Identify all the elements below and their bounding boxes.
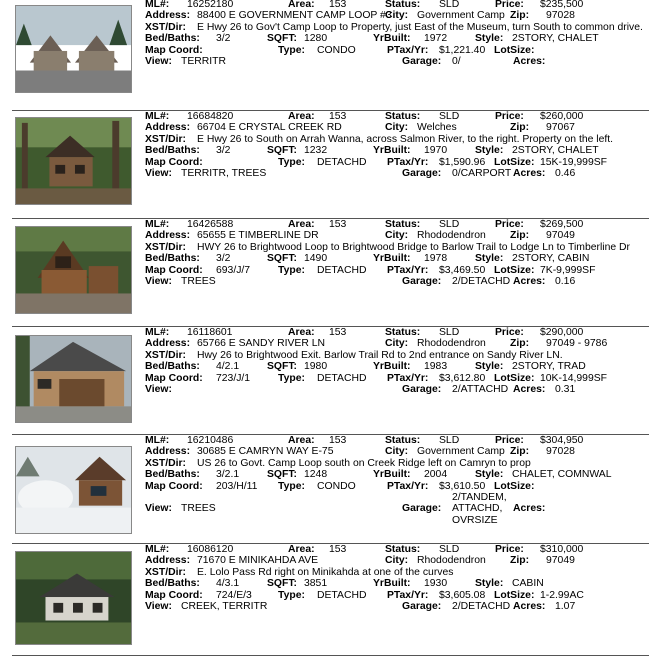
- garage-value: 2/DETACHD: [452, 275, 511, 287]
- yrbuilt-label: YrBuilt:: [373, 361, 411, 373]
- sqft-label: SQFT:: [267, 33, 298, 45]
- price-value: $290,000: [540, 327, 584, 338]
- listing-photo[interactable]: [15, 117, 132, 205]
- style-label: Style:: [475, 33, 504, 45]
- xst-value: E Hwy 26 to Gov't Camp Loop to Property, just East of the Museum, turn South to common drive.: [197, 21, 643, 33]
- city-label: City:: [385, 446, 409, 458]
- xst-label: XST/Dir:: [145, 457, 186, 469]
- xst-label: XST/Dir:: [145, 566, 186, 578]
- address-label: Address:: [145, 555, 191, 567]
- view-label: View:: [145, 275, 172, 287]
- ptax-label: PTax/Yr:: [387, 156, 429, 168]
- lotsize-value: 10K-14,999SF: [540, 372, 608, 384]
- status-value: SLD: [439, 435, 460, 446]
- lotsize-label: LotSize:: [494, 264, 535, 276]
- style-label: Style:: [475, 361, 504, 373]
- ml-number: 16684820: [187, 111, 234, 122]
- acres-label: Acres:: [513, 167, 546, 179]
- yrbuilt-value: 2004: [424, 469, 448, 481]
- ml-number: 16210486: [187, 435, 234, 446]
- mapcoord-label: Map Coord:: [145, 480, 203, 492]
- yrbuilt-value: 1970: [424, 145, 448, 157]
- ptax-label: PTax/Yr:: [387, 264, 429, 276]
- ptax-value: $1,590.96: [439, 156, 486, 168]
- address-value: 65655 E TIMBERLINE DR: [197, 230, 319, 242]
- city-value: Rhododendron: [417, 230, 486, 242]
- lotsize-label: LotSize:: [494, 156, 535, 168]
- xst-value: E Hwy 26 to South on Arrah Wanna, across Salmon River, to the right. Property on the left.: [197, 133, 614, 145]
- listing-4: [0, 326, 649, 436]
- address-label: Address:: [145, 122, 191, 134]
- price-label: Price:: [495, 0, 524, 10]
- address-value: 30685 E CAMRYN WAY E-75: [197, 446, 334, 458]
- ml-label: ML#:: [145, 111, 170, 122]
- address-value: 66704 E CRYSTAL CREEK RD: [197, 122, 342, 134]
- type-label: Type:: [278, 480, 305, 492]
- type-value: CONDO: [317, 480, 356, 492]
- listing-details: [145, 219, 649, 325]
- address-label: Address:: [145, 230, 191, 242]
- ml-label: ML#:: [145, 327, 170, 338]
- mapcoord-value: 203/H/11: [216, 480, 258, 492]
- lotsize-value: 15K-19,999SF: [540, 156, 608, 168]
- bedbaths-label: Bed/Baths:: [145, 33, 200, 45]
- status-label: Status:: [385, 327, 421, 338]
- area-label: Area:: [288, 219, 315, 230]
- garage-value: 2/ATTACHD: [452, 383, 509, 395]
- sqft-value: 1490: [304, 253, 328, 265]
- garage-value: 0/: [452, 55, 461, 67]
- cabin-photo-image: [16, 118, 131, 204]
- area-label: Area:: [288, 544, 315, 555]
- house-garage-photo-image: [16, 336, 131, 422]
- status-value: SLD: [439, 327, 460, 338]
- price-label: Price:: [495, 435, 524, 446]
- sqft-value: 3851: [304, 578, 328, 590]
- price-label: Price:: [495, 544, 524, 555]
- zip-label: Zip:: [510, 555, 530, 567]
- city-label: City:: [385, 122, 409, 134]
- garage-label: Garage:: [402, 503, 442, 515]
- area-value: 153: [329, 435, 347, 446]
- sqft-value: 1280: [304, 33, 328, 45]
- city-value: Government Camp: [417, 446, 505, 458]
- style-label: Style:: [475, 578, 504, 590]
- ptax-value: $1,221.40: [439, 44, 486, 56]
- view-value: CREEK, TERRITR: [181, 600, 268, 612]
- garage-value-line-3: OVRSIZE: [452, 514, 498, 526]
- type-label: Type:: [278, 372, 305, 384]
- status-value: SLD: [439, 0, 460, 10]
- view-value: TREES: [181, 275, 216, 287]
- city-value: Welches: [417, 122, 457, 134]
- listing-2: [0, 110, 649, 220]
- listing-3: [0, 218, 649, 328]
- ml-label: ML#:: [145, 219, 170, 230]
- bedbaths-label: Bed/Baths:: [145, 361, 200, 373]
- status-value: SLD: [439, 544, 460, 555]
- snowy-condo-photo-image: [16, 447, 131, 533]
- mapcoord-label: Map Coord:: [145, 44, 203, 56]
- mapcoord-label: Map Coord:: [145, 264, 203, 276]
- area-value: 153: [329, 0, 347, 10]
- listing-6: [0, 543, 649, 653]
- xst-label: XST/Dir:: [145, 241, 186, 253]
- sqft-label: SQFT:: [267, 361, 298, 373]
- ptax-label: PTax/Yr:: [387, 480, 429, 492]
- lotsize-label: LotSize:: [494, 480, 535, 492]
- garage-value: 0/CARPORT: [452, 167, 512, 179]
- listing-photo[interactable]: [15, 551, 132, 645]
- yrbuilt-label: YrBuilt:: [373, 145, 411, 157]
- lotsize-value: 7K-9,999SF: [540, 264, 596, 276]
- address-label: Address:: [145, 338, 191, 350]
- listing-photo[interactable]: [15, 335, 132, 423]
- sqft-label: SQFT:: [267, 469, 298, 481]
- forest-cabin-photo-image: [16, 552, 131, 644]
- xst-label: XST/Dir:: [145, 133, 186, 145]
- address-value: 88400 E GOVERNMENT CAMP LOOP #3: [197, 10, 392, 22]
- yrbuilt-label: YrBuilt:: [373, 469, 411, 481]
- ml-number: 16252180: [187, 0, 234, 10]
- listing-details: [145, 435, 649, 541]
- lotsize-label: LotSize:: [494, 589, 535, 601]
- zip-label: Zip:: [510, 446, 530, 458]
- ptax-label: PTax/Yr:: [387, 372, 429, 384]
- area-label: Area:: [288, 0, 315, 10]
- garage-label: Garage:: [402, 55, 442, 67]
- area-value: 153: [329, 111, 347, 122]
- zip-value: 97049 - 9786: [546, 338, 608, 350]
- view-value: TERRITR: [181, 55, 227, 67]
- type-value: CONDO: [317, 44, 356, 56]
- condo-photo-image: [16, 6, 131, 92]
- status-label: Status:: [385, 219, 421, 230]
- price-value: $310,000: [540, 544, 584, 555]
- listing-details: [145, 544, 649, 650]
- style-value: CHALET, COMNWAL: [512, 469, 612, 481]
- style-value: 2STORY, CHALET: [512, 33, 599, 45]
- ptax-value: $3,605.08: [439, 589, 486, 601]
- yrbuilt-label: YrBuilt:: [373, 578, 411, 590]
- area-label: Area:: [288, 327, 315, 338]
- status-value: SLD: [439, 219, 460, 230]
- xst-value: Hwy 26 to Brightwood Exit. Barlow Trail Rd to 2nd entrance on Sandy River LN.: [197, 349, 563, 361]
- style-value: 2STORY, CABIN: [512, 253, 590, 265]
- mapcoord-label: Map Coord:: [145, 156, 203, 168]
- garage-label: Garage:: [402, 383, 442, 395]
- sqft-value: 1248: [304, 469, 328, 481]
- garage-value-line-1: 2/TANDEM,: [452, 491, 507, 503]
- type-value: DETACHD: [317, 264, 367, 276]
- style-label: Style:: [475, 145, 504, 157]
- city-label: City:: [385, 338, 409, 350]
- sqft-label: SQFT:: [267, 253, 298, 265]
- listing-details: [145, 327, 649, 433]
- acres-label: Acres:: [513, 600, 546, 612]
- bedbaths-label: Bed/Baths:: [145, 253, 200, 265]
- ml-number: 16086120: [187, 544, 234, 555]
- address-label: Address:: [145, 446, 191, 458]
- garage-label: Garage:: [402, 600, 442, 612]
- xst-label: XST/Dir:: [145, 349, 186, 361]
- type-label: Type:: [278, 589, 305, 601]
- listing-details: [145, 111, 649, 217]
- city-label: City:: [385, 555, 409, 567]
- listing-5: [0, 434, 649, 544]
- city-value: Rhododendron: [417, 555, 486, 567]
- garage-value: 2/DETACHD: [452, 600, 511, 612]
- bedbaths-label: Bed/Baths:: [145, 578, 200, 590]
- xst-value: HWY 26 to Brightwood Loop to Brightwood Bridge to Barlow Trail to Lodge Ln to Timberline Dr: [197, 241, 630, 253]
- view-label: View:: [145, 55, 172, 67]
- view-value: TERRITR, TREES: [181, 167, 267, 179]
- style-value: CABIN: [512, 578, 544, 590]
- ml-label: ML#:: [145, 0, 170, 10]
- acres-label: Acres:: [513, 55, 546, 67]
- ml-label: ML#:: [145, 435, 170, 446]
- yrbuilt-value: 1983: [424, 361, 448, 373]
- acres-label: Acres:: [513, 503, 546, 515]
- lotsize-value: 1-2.99AC: [540, 589, 584, 601]
- view-label: View:: [145, 167, 172, 179]
- city-value: Rhododendron: [417, 338, 486, 350]
- ptax-value: $3,610.50: [439, 480, 486, 492]
- mapcoord-value: 693/J/7: [216, 264, 251, 276]
- yrbuilt-value: 1930: [424, 578, 448, 590]
- status-label: Status:: [385, 0, 421, 10]
- acres-label: Acres:: [513, 383, 546, 395]
- style-value: 2STORY, TRAD: [512, 361, 586, 373]
- area-label: Area:: [288, 111, 315, 122]
- zip-value: 97067: [546, 122, 575, 134]
- zip-value: 97028: [546, 10, 575, 22]
- style-label: Style:: [475, 469, 504, 481]
- xst-value: US 26 to Govt. Camp Loop south on Creek Ridge left on Camryn to prop: [197, 457, 531, 469]
- view-label: View:: [145, 503, 172, 515]
- yrbuilt-value: 1972: [424, 33, 448, 45]
- view-label: View:: [145, 383, 172, 395]
- acres-value: 0.16: [555, 275, 576, 287]
- type-value: DETACHD: [317, 156, 367, 168]
- view-value: TREES: [181, 503, 216, 515]
- sqft-value: 1232: [304, 145, 328, 157]
- type-value: DETACHD: [317, 589, 367, 601]
- address-value: 65766 E SANDY RIVER LN: [197, 338, 326, 350]
- zip-label: Zip:: [510, 338, 530, 350]
- zip-value: 97028: [546, 446, 575, 458]
- yrbuilt-label: YrBuilt:: [373, 253, 411, 265]
- area-value: 153: [329, 327, 347, 338]
- acres-value: 1.07: [555, 600, 576, 612]
- address-label: Address:: [145, 10, 191, 22]
- ptax-value: $3,469.50: [439, 264, 486, 276]
- status-value: SLD: [439, 111, 460, 122]
- price-value: $304,950: [540, 435, 584, 446]
- xst-label: XST/Dir:: [145, 21, 186, 33]
- garage-label: Garage:: [402, 167, 442, 179]
- xst-value: E. Lolo Pass Rd right on Minikahda at one of the curves: [197, 566, 454, 578]
- listing-details: [145, 0, 649, 105]
- style-label: Style:: [475, 253, 504, 265]
- ml-number: 16118601: [187, 327, 233, 338]
- bedbaths-value: 3/2: [216, 145, 231, 157]
- status-label: Status:: [385, 111, 421, 122]
- bedbaths-value: 3/2: [216, 253, 231, 265]
- mapcoord-value: 723/J/1: [216, 372, 251, 384]
- price-label: Price:: [495, 111, 524, 122]
- listing-photo[interactable]: [15, 226, 132, 314]
- ml-label: ML#:: [145, 544, 170, 555]
- area-value: 153: [329, 219, 347, 230]
- listing-1: [0, 0, 649, 110]
- mapcoord-value: 724/E/3: [216, 589, 252, 601]
- ptax-label: PTax/Yr:: [387, 589, 429, 601]
- type-label: Type:: [278, 44, 305, 56]
- price-label: Price:: [495, 219, 524, 230]
- acres-value: 0.46: [555, 167, 576, 179]
- page-bottom-divider: [12, 655, 649, 656]
- zip-value: 97049: [546, 555, 575, 567]
- chalet-photo-image: [16, 227, 131, 313]
- bedbaths-value: 4/3.1: [216, 578, 240, 590]
- bedbaths-label: Bed/Baths:: [145, 145, 200, 157]
- sqft-label: SQFT:: [267, 145, 298, 157]
- acres-value: 0.31: [555, 383, 576, 395]
- price-value: $260,000: [540, 111, 584, 122]
- status-label: Status:: [385, 544, 421, 555]
- bedbaths-label: Bed/Baths:: [145, 469, 200, 481]
- listing-photo[interactable]: [15, 5, 132, 93]
- price-label: Price:: [495, 327, 524, 338]
- sqft-label: SQFT:: [267, 578, 298, 590]
- mapcoord-label: Map Coord:: [145, 372, 203, 384]
- listing-photo[interactable]: [15, 446, 132, 534]
- type-label: Type:: [278, 156, 305, 168]
- city-label: City:: [385, 10, 409, 22]
- ptax-value: $3,612.80: [439, 372, 486, 384]
- style-value: 2STORY, CHALET: [512, 145, 599, 157]
- status-label: Status:: [385, 435, 421, 446]
- zip-label: Zip:: [510, 10, 530, 22]
- area-label: Area:: [288, 435, 315, 446]
- lotsize-label: LotSize:: [494, 372, 535, 384]
- area-value: 153: [329, 544, 347, 555]
- city-label: City:: [385, 230, 409, 242]
- zip-label: Zip:: [510, 122, 530, 134]
- type-label: Type:: [278, 264, 305, 276]
- zip-value: 97049: [546, 230, 575, 242]
- yrbuilt-label: YrBuilt:: [373, 33, 411, 45]
- garage-label: Garage:: [402, 275, 442, 287]
- bedbaths-value: 3/2: [216, 33, 231, 45]
- yrbuilt-value: 1978: [424, 253, 448, 265]
- zip-label: Zip:: [510, 230, 530, 242]
- price-value: $269,500: [540, 219, 584, 230]
- sqft-value: 1980: [304, 361, 328, 373]
- bedbaths-value: 4/2.1: [216, 361, 240, 373]
- garage-value-line-2: ATTACHD,: [452, 503, 503, 515]
- acres-label: Acres:: [513, 275, 546, 287]
- type-value: DETACHD: [317, 372, 367, 384]
- city-value: Government Camp: [417, 10, 505, 22]
- mapcoord-label: Map Coord:: [145, 589, 203, 601]
- view-label: View:: [145, 600, 172, 612]
- address-value: 71670 E MINIKAHDA AVE: [197, 555, 319, 567]
- price-value: $235,500: [540, 0, 584, 10]
- ml-number: 16426588: [187, 219, 234, 230]
- bedbaths-value: 3/2.1: [216, 469, 240, 481]
- lotsize-label: LotSize:: [494, 44, 535, 56]
- ptax-label: PTax/Yr:: [387, 44, 429, 56]
